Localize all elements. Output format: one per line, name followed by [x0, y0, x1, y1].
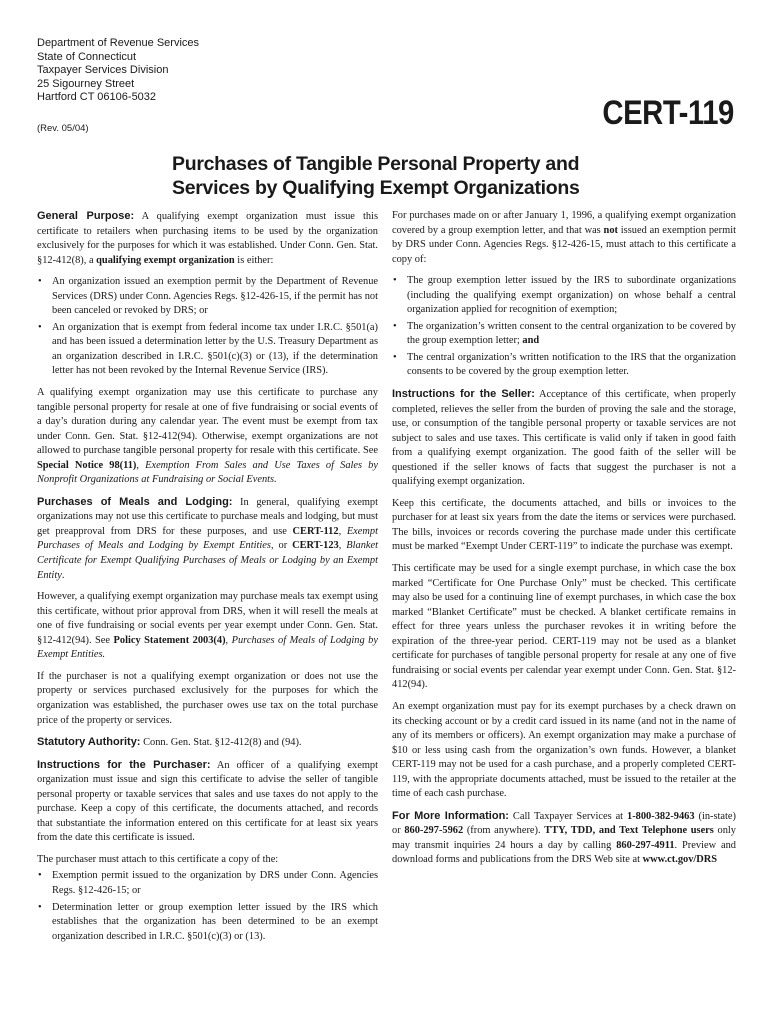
group-exemption-text: For purchases made on or after January 1, 1996, a qualifying exempt organization covered by a group exemption letter, and that was: [392, 210, 736, 236]
list-item: • Exemption permit issued to the organization by DRS under Conn. Agencies Regs. §12-426-15; or: [37, 869, 378, 898]
meals-resale-text: However, a qualifying exempt organization may purchase meals tax exempt using this certificate, without prior approval from DRS, when it will resell the meals at one of five fundraising or social events per year exempt under Conn. Gen. Stat. §12-412(94). See: [37, 591, 378, 646]
tty-users-label: TTY, TDD, and Text Telephone users: [544, 825, 714, 837]
policy-statement-ref: Policy Statement 2003(4): [113, 634, 226, 646]
certificate-usage-paragraph: This certificate may be used for a single exempt purchase, in which case the box marked “Certificate for One Purchase Only” must be checked. This certificate may also be used for a continuing line of exempt purchases, in which case the box marked “Blanket Certificate” must be checked. A blanket certificate remains in effect for three years unless the purchaser revokes it in writing before the expiration of the three-year period. CERT-119 may not be used as a blanket certificate for purchases of tangible personal property for resale at any one of five fundraising or social events per calendar year exempt under Conn. Gen. Stat. §12-412(94).: [392, 563, 736, 691]
not-emphasis: not: [603, 224, 618, 236]
anywhere-phone: 860-297-5962: [404, 825, 464, 837]
cert-123-ref: CERT-123: [292, 540, 339, 552]
seller-instructions-section: [392, 387, 736, 490]
general-purpose-tail: is either:: [234, 254, 274, 266]
special-notice-ref: Special Notice 98(11): [37, 459, 137, 471]
meals-resale-paragraph: [37, 590, 378, 663]
info-text: only may transmit inquiries 24 hours a day by calling: [392, 825, 736, 851]
meals-lodging-section: [37, 495, 378, 583]
record-keeping-paragraph: Keep this certificate, the documents attached, and bills or invoices to the purchaser for at least six years from the date the items or services were purchased. The bills, invoices or records covering the purchase made under this certificate must be marked “Exempt Under CERT-119” to indicate the purchase was exempt.: [392, 497, 736, 553]
list-item: [392, 351, 736, 380]
address-line: 25 Sigourney Street: [37, 77, 135, 90]
not-qualifying-paragraph: If the purchaser is not a qualifying exempt organization or does not use the property or services purchased exclusively for the purposes for which the organization was established, the purchaser owes use tax on the total purchase price of the property or services.: [37, 670, 378, 726]
title-line-1: Purchases of Tangible Personal Property and: [172, 153, 580, 175]
list-item: • Determination letter or group exemption letter issued by the IRS which establishes that the organization has been determined to be an exempt organization described in I.R.C. §501(c)(3) or (13).: [37, 901, 378, 945]
purchaser-instructions-section: [37, 758, 378, 846]
group-exemption-tail: issued an exemption permit by DRS under Conn. Agencies Regs. §12-426-15, must attach to this certificate a copy of:: [392, 224, 736, 265]
list-item-text: The group exemption letter issued by the IRS to subordinate organizations (including the qualifying exempt organization) on whose behalf a central organization applied for recognition of exemption;: [407, 275, 736, 316]
separator-text: ,: [136, 459, 146, 471]
special-notice-title: Exemption From Sales and Use Taxes of Sales by Nonprofit Organizations at Fundraising or Social Events.: [37, 459, 378, 486]
info-text: Call Taxpayer Services at: [508, 810, 628, 822]
qualifying-exempt-org-term: qualifying exempt organization: [96, 254, 235, 266]
list-item: • An organization issued an exemption permit by the Department of Revenue Services (DRS) under Conn. Agencies Regs. §12-426-15, if the permit has not been canceled or revoked by DRS; or: [37, 275, 378, 319]
address-line: State of Connecticut: [37, 50, 137, 63]
drs-website-link[interactable]: www.ct.gov/DRS: [642, 854, 718, 866]
in-state-phone: 1-800-382-9463: [627, 810, 695, 822]
cert-123-title: , Blanket Certificate for Exempt Qualifying Purchases of Meals or Lodging by an Exempt Entity: [37, 540, 378, 581]
meals-lodging-text: In general, qualifying exempt organizations may not use this certificate to purchase meals and lodging, but must get preapproval from DRS for these purposes, and use: [37, 496, 378, 537]
document-title: [172, 152, 732, 200]
purchaser-instructions-text: An officer of a qualifying exempt organization must issue and sign this certificate to advise the seller of tangible personal property or taxable services that sales and use taxes do not apply to the purchase. Keep a copy of this certificate, the documents attached, and records that substantiate the information entered on this certificate for at least six years from the date this certificate is issued.: [37, 759, 378, 844]
cert-112-title: , Exempt Purchases of Meals and Lodging by Exempt Entities: [37, 525, 378, 552]
cert-112-ref: CERT-112: [292, 525, 339, 537]
group-exemption-list: [392, 274, 736, 380]
meals-lodging-heading: Purchases of Meals and Lodging:: [37, 495, 233, 508]
attach-intro: The purchaser must attach to this certificate a copy of the:: [37, 853, 279, 865]
list-item: • An organization that is exempt from federal income tax under I.R.C. §501(a) and has been issued a determination letter by the U.S. Treasury Department as an organization described in I.R.C. §501(c)(3) or (13), if the determination letter has not been revoked by the Internal Revenue Service (IRS).: [37, 321, 378, 379]
info-text: (in-state) or: [392, 810, 736, 837]
statutory-authority-heading: Statutory Authority:: [37, 736, 141, 749]
list-item: [392, 274, 736, 318]
address-line: Department of Revenue Services: [37, 37, 200, 49]
payment-paragraph: An exempt organization must pay for its exempt purchases by a check drawn on its checking account or by a credit card issued in its name (and not in the name of any of its members or officers). An exempt organization may make a purchase of $10 or less using cash from the organization’s own funds. However, a blanket CERT-119 may not be used for a cash purchase, and a properly completed CERT-119, with the appropriate documents attached, must be issued to the retailer at the time of each cash purchase.: [392, 700, 736, 800]
more-information-heading: For More Information:: [392, 809, 509, 822]
address-line: Hartford CT 06106-5032: [37, 91, 157, 104]
seller-instructions-heading: Instructions for the Seller:: [392, 388, 535, 401]
tty-phone: 860-297-4911: [616, 839, 675, 851]
title-line-2: Services by Qualifying Exempt Organizations: [172, 177, 580, 199]
info-text: (from anywhere).: [463, 825, 545, 837]
form-number: CERT-119: [602, 94, 734, 132]
list-item-text: The organization’s written consent to the central organization to be covered by the group exemption letter;: [407, 320, 736, 347]
info-text: . Preview and download forms and publications from the DRS Web site at: [392, 839, 736, 866]
general-purpose-text: A qualifying exempt organization must issue this certificate to retailers when purchasing items to be used by the organization exclusively for the purposes for which it was established. Under Conn. Gen. Stat. §12-412(8), a: [37, 211, 378, 266]
seller-instructions-text: Acceptance of this certificate, when properly completed, relieves the seller from the burden of proving the sale and the storage, use, or consumption of the tangible personal property or taxable services are not subject to sales and use taxes. This certificate is valid only if taken in good faith from a qualifying exempt organization. The good faith of the seller will be questioned if the seller knows of facts that suggest the purchaser is not a qualifying exempt organization.: [392, 389, 736, 488]
fundraising-text: A qualifying exempt organization may use this certificate to purchase any tangible personal property for resale at one of five fundraising or social events of a day’s duration during any calendar year. The event must be exempt from tax under Conn. Gen. Stat. §12-412(94). Otherwise, exempt organizations are not allowed to purchase tangible personal property for resale with this certificate. See: [37, 387, 378, 457]
and-emphasis: and: [522, 335, 540, 347]
separator-text: .: [61, 569, 65, 581]
agency-address: [37, 37, 199, 105]
group-exemption-paragraph: [392, 209, 736, 267]
address-line: Taxpayer Services Division: [37, 64, 169, 77]
list-item-text: The central organization’s written notification to the IRS that the organization consents to be covered by the group exemption letter.: [407, 351, 736, 378]
left-column: [37, 209, 378, 951]
list-item: [392, 320, 736, 349]
qualifying-org-list: [37, 275, 378, 379]
general-purpose-heading: General Purpose:: [37, 210, 135, 222]
more-information-section: [392, 809, 736, 868]
separator-text: , or: [270, 540, 293, 552]
general-purpose-section: [37, 209, 378, 268]
revision-date: (Rev. 05/04): [37, 123, 89, 134]
fundraising-paragraph: [37, 386, 378, 488]
purchaser-instructions-heading: Instructions for the Purchaser:: [37, 758, 211, 771]
statutory-authority-text: Conn. Gen. Stat. §12-412(8) and (94).: [140, 737, 302, 749]
statutory-authority-section: [37, 735, 378, 751]
right-column: [392, 209, 736, 875]
attachment-list: [37, 869, 378, 944]
policy-statement-title: , Purchases of Meals of Lodging by Exempt Entities.: [37, 634, 378, 661]
